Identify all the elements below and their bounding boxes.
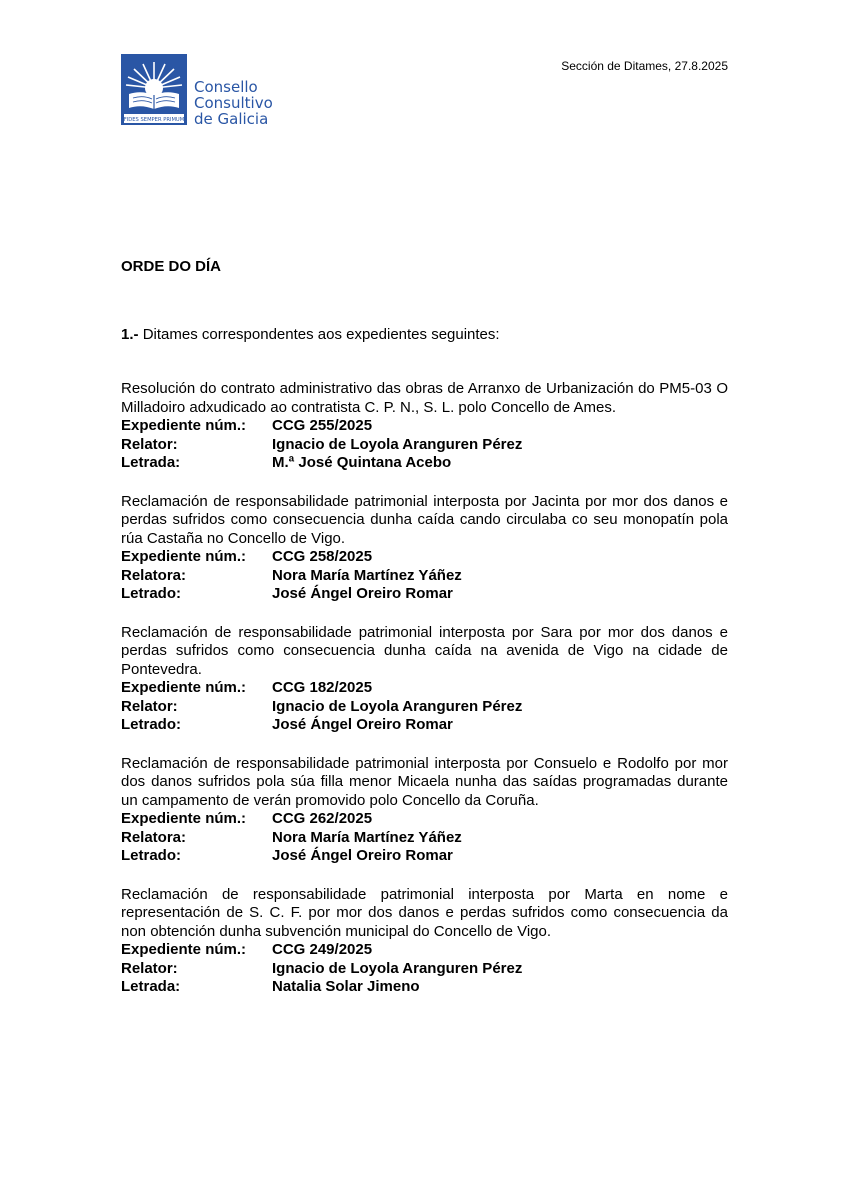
- section-intro: [121, 326, 500, 343]
- rapporteur-row: [121, 436, 728, 455]
- row-label: Expediente núm.:: [121, 548, 247, 565]
- lawyer-row: [121, 847, 728, 866]
- row-label: Expediente núm.:: [121, 679, 247, 696]
- logo-emblem: [121, 54, 187, 125]
- organization-logo: [121, 54, 273, 127]
- row-label: Relator:: [121, 435, 178, 453]
- section-number: 1.-: [121, 326, 139, 343]
- agenda-item: [121, 886, 728, 997]
- logo-line-3: de Galicia: [194, 110, 269, 128]
- row-label: Letrado:: [121, 585, 181, 602]
- row-label: Letrada:: [121, 978, 181, 995]
- row-value: M.ª José Quintana Acebo: [272, 454, 452, 471]
- lawyer-row: [121, 716, 728, 735]
- file-number-row: [121, 548, 728, 567]
- row-value: CCG 255/2025: [272, 417, 373, 434]
- item-description: Resolución do contrato administrativo das obras de Arranxo de Urbanización do PM5-03 O Milladoiro adxudicado ao contratista C. P. N., S. L. polo Concello de Ames.: [121, 380, 728, 416]
- sun-book-icon: [121, 54, 187, 125]
- row-value: Nora María Martínez Yáñez: [272, 566, 462, 584]
- logo-line-1: Consello: [194, 78, 258, 96]
- row-value: José Ángel Oreiro Romar: [272, 716, 453, 733]
- item-description: Reclamación de responsabilidade patrimonial interposta por Marta en nome e representación de S. C. F. por mor dos danos e perdas sufridos como consecuencia da non obtención dunha subvención municipal do Concello de Vigo.: [121, 885, 728, 940]
- row-value: Ignacio de Loyola Aranguren Pérez: [272, 959, 523, 977]
- row-label: Relator:: [121, 697, 178, 715]
- section-date: Sección de Ditames, 27.8.2025: [561, 59, 728, 73]
- row-value: Ignacio de Loyola Aranguren Pérez: [272, 697, 523, 715]
- logo-motto: FIDES SEMPER PRIMUM: [123, 117, 185, 123]
- row-label: Expediente núm.:: [121, 941, 247, 958]
- page-title: ORDE DO DÍA: [121, 258, 222, 275]
- file-number-row: [121, 810, 728, 829]
- row-label: Letrada:: [121, 454, 181, 471]
- row-label: Expediente núm.:: [121, 417, 247, 434]
- row-label: Letrado:: [121, 847, 181, 864]
- rapporteur-row: [121, 698, 728, 717]
- file-number-row: [121, 679, 728, 698]
- row-label: Letrado:: [121, 716, 181, 733]
- row-value: CCG 258/2025: [272, 548, 373, 565]
- file-number-row: [121, 941, 728, 960]
- rapporteur-row: [121, 567, 728, 586]
- file-number-row: [121, 417, 728, 436]
- agenda-item: [121, 493, 728, 604]
- row-value: Ignacio de Loyola Aranguren Pérez: [272, 435, 523, 453]
- section-text: Ditames correspondentes aos expedientes seguintes:: [142, 326, 500, 343]
- lawyer-row: [121, 454, 728, 473]
- row-value: José Ángel Oreiro Romar: [272, 585, 453, 602]
- row-value: Natalia Solar Jimeno: [272, 978, 420, 995]
- agenda-items: [121, 380, 728, 1017]
- row-value: CCG 262/2025: [272, 810, 373, 827]
- lawyer-row: [121, 585, 728, 604]
- row-label: Relatora:: [121, 828, 187, 846]
- row-label: Relatora:: [121, 566, 187, 584]
- agenda-item: [121, 380, 728, 473]
- agenda-item: [121, 755, 728, 866]
- agenda-item: [121, 624, 728, 735]
- rapporteur-row: [121, 829, 728, 848]
- item-description: Reclamación de responsabilidade patrimonial interposta por Consuelo e Rodolfo por mor dos danos sufridos pola súa filla menor Micaela nunha das saídas programadas durante un campamento de verán promovido polo Concello da Coruña.: [121, 754, 728, 809]
- logo-wordmark: [194, 79, 273, 127]
- row-value: José Ángel Oreiro Romar: [272, 847, 453, 864]
- row-value: Nora María Martínez Yáñez: [272, 828, 462, 846]
- rapporteur-row: [121, 960, 728, 979]
- row-label: Relator:: [121, 959, 178, 977]
- row-value: CCG 182/2025: [272, 679, 373, 696]
- item-description: Reclamación de responsabilidade patrimonial interposta por Sara por mor dos danos e perdas sufridos como consecuencia dunha caída na avenida de Vigo na cidade de Pontevedra.: [121, 623, 728, 678]
- item-description: Reclamación de responsabilidade patrimonial interposta por Jacinta por mor dos danos e perdas sufridos como consecuencia dunha caída cando circulaba co seu monopatín pola rúa Castaña no Concello de Vigo.: [121, 492, 728, 547]
- lawyer-row: [121, 978, 728, 997]
- row-label: Expediente núm.:: [121, 810, 247, 827]
- row-value: CCG 249/2025: [272, 941, 373, 958]
- logo-line-2: Consultivo: [194, 94, 273, 112]
